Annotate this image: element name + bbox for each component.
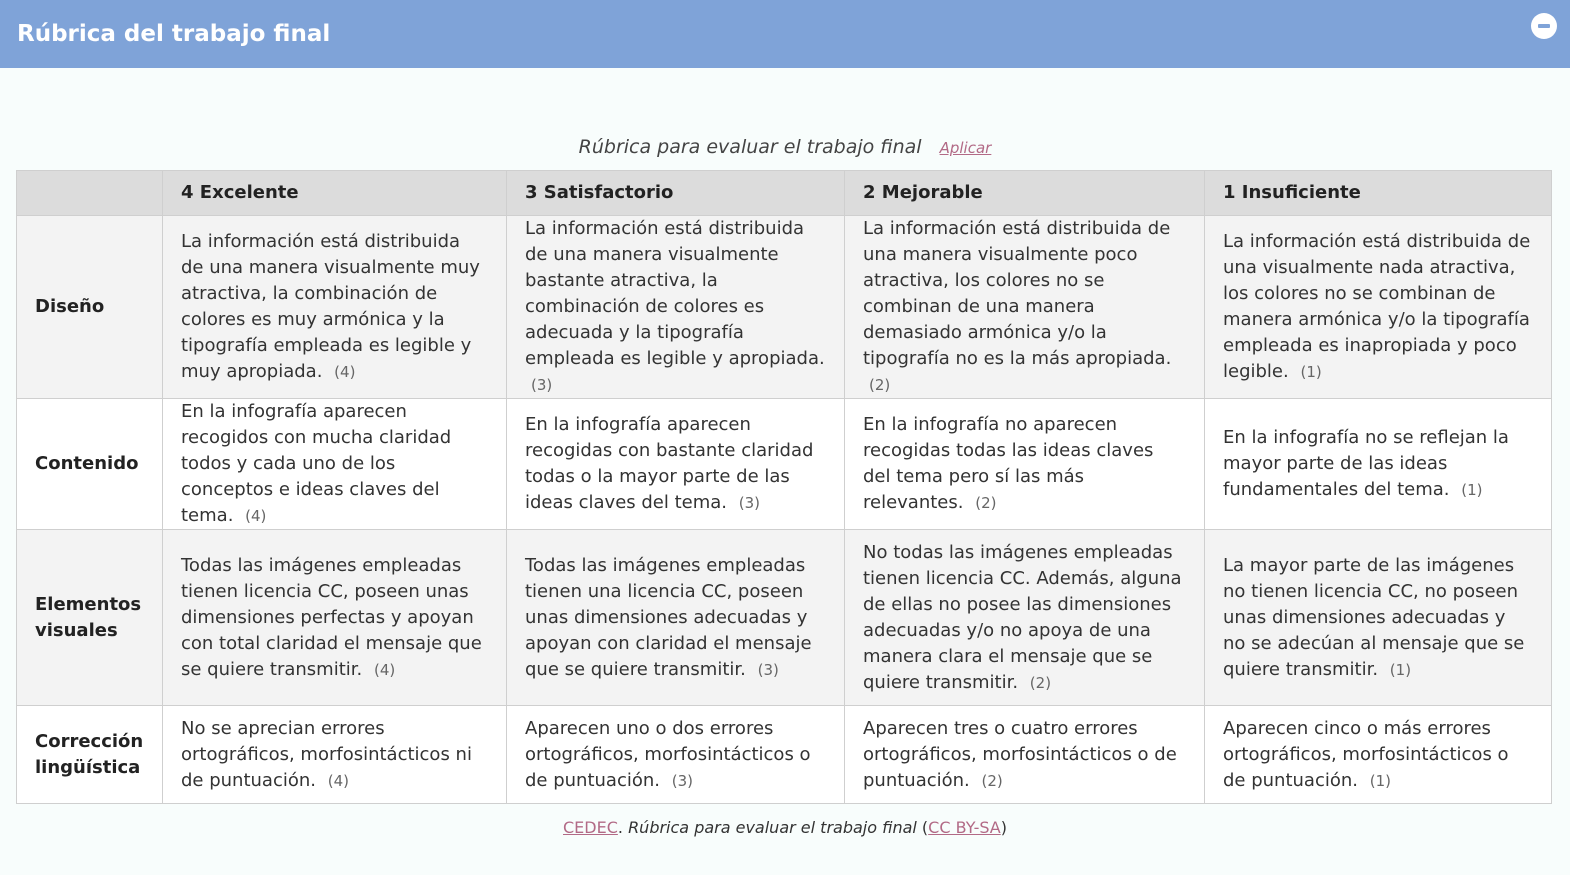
footer-open-paren: ( (916, 818, 929, 837)
column-header-mejorable: 2 Mejorable (845, 171, 1205, 216)
footer-close-paren: ) (1000, 818, 1007, 837)
table-row-elementos-visuales (17, 530, 1552, 706)
rubric-cell (1205, 706, 1552, 804)
cell-score: (2) (869, 376, 891, 394)
cell-score: (4) (334, 363, 356, 381)
rubric-cell (507, 530, 845, 706)
rubric-cell (845, 216, 1205, 399)
rubric-cell (845, 399, 1205, 530)
cell-text: Aparecen cinco o más errores ortográficos, morfosintácticos o de puntuación. (1223, 717, 1509, 791)
cell-text: La mayor parte de las imágenes no tienen licencia CC, no poseen unas dimensiones adecuadas y no se adecúan al mensaje que se quiere transmitir. (1223, 554, 1525, 680)
cell-score: (3) (671, 771, 693, 790)
cell-text: En la infografía aparecen recogidas con bastante claridad todas o la mayor parte de las ideas claves del tema. (525, 414, 814, 513)
cell-text: En la infografía no se reflejan la mayor parte de las ideas fundamentales del tema. (1223, 427, 1509, 500)
rubric-title: Rúbrica del trabajo final (17, 21, 331, 47)
cell-text: La información está distribuida de una manera visualmente bastante atractiva, la combinación de colores es adecuada y la tipografía empleada es legible y apropiada. (525, 218, 825, 369)
criterion-label: Corrección lingüística (17, 706, 163, 804)
cell-text: Todas las imágenes empleadas tienen una licencia CC, poseen unas dimensiones adecuadas y apoyan con claridad el mensaje que se quiere transmitir. (525, 554, 812, 680)
rubric-cell (845, 530, 1205, 706)
cell-score: (2) (975, 494, 997, 512)
rubric-cell (163, 706, 507, 804)
rubric-header (0, 0, 1570, 68)
cell-text: No se aprecian errores ortográficos, morfosintácticos ni de puntuación. (181, 717, 472, 791)
cell-score: (4) (327, 771, 349, 790)
cell-score: (3) (757, 660, 779, 679)
cell-score: (2) (981, 771, 1003, 790)
author-link[interactable]: CEDEC (563, 818, 618, 837)
cell-text: La información está distribuida de una manera visualmente poco atractiva, los colores no se combinan de una manera demasiado armónica y/o la tipografía no es la más apropiada. (863, 218, 1172, 369)
cell-text: La información está distribuida de una visualmente nada atractiva, los colores no se combinan de manera armónica y/o la tipografía empleada es inapropiada y poco legible. (1223, 231, 1531, 382)
cell-score: (1) (1389, 660, 1412, 679)
column-header-insuficiente: 1 Insuficiente (1205, 171, 1552, 216)
attribution-footer (0, 816, 1570, 840)
cell-text: Todas las imágenes empleadas tienen licencia CC, poseen unas dimensiones perfectas y apoyan con total claridad el mensaje que se quiere transmitir. (181, 554, 482, 680)
license-link[interactable]: CC BY-SA (928, 818, 1001, 837)
rubric-cell (507, 216, 845, 399)
column-header-criterion (17, 171, 163, 216)
table-header-row (17, 171, 1552, 216)
criterion-label: Elementos visuales (17, 530, 163, 706)
caption-text: Rúbrica para evaluar el trabajo final (578, 136, 922, 158)
cell-text: No todas las imágenes empleadas tienen licencia CC. Además, alguna de ellas no posee las dimensiones adecuadas y/o no apoya de una manera clara el mensaje que se quiere transmitir. (863, 541, 1182, 693)
cell-text: Aparecen uno o dos errores ortográficos, morfosintácticos o de puntuación. (525, 717, 811, 791)
column-header-satisfactorio: 3 Satisfactorio (507, 171, 845, 216)
table-caption (0, 134, 1570, 170)
table-row-contenido (17, 399, 1552, 530)
cell-text: Aparecen tres o cuatro errores ortográficos, morfosintácticos o de puntuación. (863, 717, 1177, 791)
cell-score: (4) (245, 507, 267, 525)
cell-score: (3) (738, 494, 761, 512)
criterion-label: Diseño (17, 216, 163, 399)
rubric-cell (507, 399, 845, 530)
cell-text: La información está distribuida de una manera visualmente muy atractiva, la combinación de colores es muy armónica y la tipografía empleada es legible y muy apropiada. (181, 231, 480, 382)
rubric-cell (1205, 216, 1552, 399)
rubric-cell (163, 530, 507, 706)
cell-score: (4) (373, 660, 396, 679)
cell-text: En la infografía aparecen recogidos con mucha claridad todos y cada uno de los conceptos e ideas claves del tema. (181, 401, 452, 526)
column-header-excelente: 4 Excelente (163, 171, 507, 216)
footer-separator: . (617, 818, 629, 837)
apply-rubric-link[interactable]: Aplicar (939, 139, 992, 157)
rubric-table (16, 170, 1552, 804)
cell-text: En la infografía no aparecen recogidas todas las ideas claves del tema pero sí las más relevantes. (863, 414, 1154, 513)
cell-score: (2) (1029, 673, 1052, 692)
table-row-correccion-linguistica (17, 706, 1552, 804)
rubric-cell (845, 706, 1205, 804)
rubric-cell (163, 399, 507, 530)
cell-score: (1) (1461, 481, 1483, 499)
cell-score: (1) (1369, 771, 1391, 790)
footer-work-title: Rúbrica para evaluar el trabajo final (628, 818, 917, 837)
cell-score: (1) (1300, 363, 1322, 381)
rubric-cell (507, 706, 845, 804)
rubric-cell (1205, 399, 1552, 530)
cell-score: (3) (531, 376, 553, 394)
criterion-label: Contenido (17, 399, 163, 530)
rubric-cell (163, 216, 507, 399)
collapse-minus-icon[interactable] (1531, 13, 1557, 39)
table-row-diseno (17, 216, 1552, 399)
rubric-cell (1205, 530, 1552, 706)
